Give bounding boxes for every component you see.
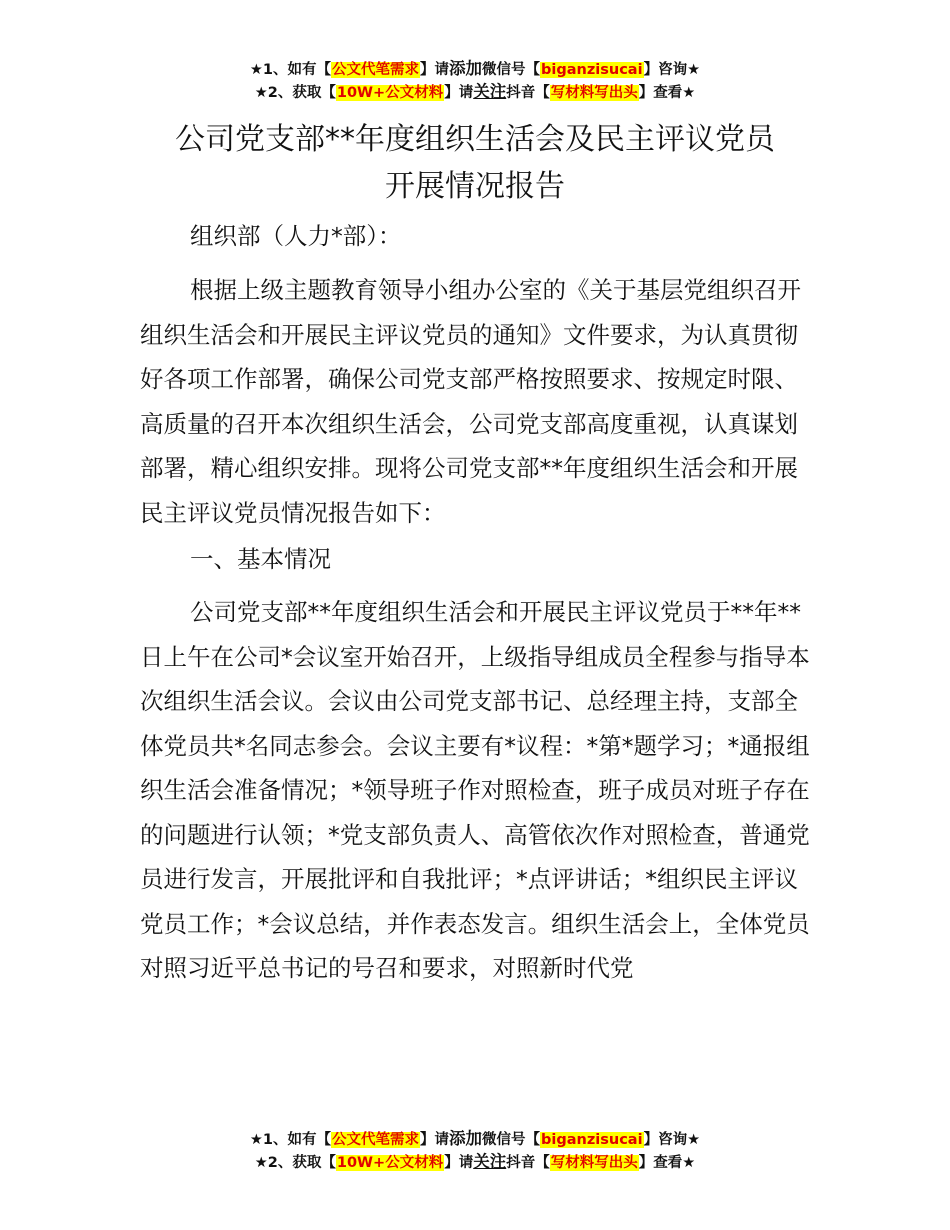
section-heading: 一、基本情况 xyxy=(190,545,331,573)
banner-line1-highlight-service: 公文代笔需求 xyxy=(332,62,420,78)
top-banner xyxy=(0,58,950,104)
section-body-paragraph: 公司党支部**年度组织生活会和开展民主评议党员于**年**日上午在公司*会议室开始召开，上级指导组成员全程参与指导本次组织生活会议。会议由公司党支部书记、总经理主持，支部全体党员共*名同志参会。会议主要有*议程：*第*题学习；*通报组织生活会准备情况；*领导班子作对照检查，班子成员对班子存在的问题进行认领；*党支部负责人、高管依次作对照检查，普通党员进行发言，开展批评和自我批评；*点评讲话；*组织民主评议党员工作；*会议总结，并作表态发言。组织生活会上，全体党员对照习近平总书记的号召和要求，对照新时代党 xyxy=(140,598,810,982)
banner-line2-highlight-douyin: 写材料写出头 xyxy=(550,1155,638,1171)
banner-line2-suffix: 】查看★ xyxy=(638,85,696,101)
addressee: 组织部（人力*部）： xyxy=(190,222,402,250)
banner-line1-emphasis: 添加 xyxy=(449,59,483,78)
banner-line-1 xyxy=(0,58,950,81)
title-line-1: 公司党支部**年度组织生活会及民主评议党员 xyxy=(175,122,775,157)
banner-line1-highlight-service: 公文代笔需求 xyxy=(332,1132,420,1148)
banner-line2-emphasis: 关注 xyxy=(473,82,507,101)
banner-line1-prefix: ★1、如有【 xyxy=(249,62,332,78)
banner-line2-prefix: ★2、获取【 xyxy=(254,1155,336,1171)
banner-line2-emphasis: 关注 xyxy=(473,1152,507,1171)
banner-line-2 xyxy=(0,81,950,104)
banner-line2-mid: 】请 xyxy=(444,1155,474,1171)
banner-line-2 xyxy=(0,1151,950,1174)
banner-line2-mid: 】请 xyxy=(444,85,474,101)
banner-line1-mid2: 微信号【 xyxy=(482,62,541,78)
banner-line1-mid2: 微信号【 xyxy=(482,1132,541,1148)
banner-line1-mid: 】请 xyxy=(420,1132,450,1148)
banner-line2-mid2: 抖音【 xyxy=(506,1155,550,1171)
banner-line2-prefix: ★2、获取【 xyxy=(254,85,336,101)
document-title xyxy=(0,116,950,210)
title-line-2: 开展情况报告 xyxy=(385,169,565,204)
banner-line2-highlight-douyin: 写材料写出头 xyxy=(550,85,638,101)
banner-line1-highlight-wechat: biganzisucai xyxy=(541,62,643,78)
bottom-banner xyxy=(0,1128,950,1174)
banner-line2-highlight-materials: 10W+公文材料 xyxy=(336,1155,444,1171)
banner-line2-suffix: 】查看★ xyxy=(638,1155,696,1171)
banner-line1-prefix: ★1、如有【 xyxy=(249,1132,332,1148)
banner-line1-mid: 】请 xyxy=(420,62,450,78)
banner-line1-suffix: 】咨询★ xyxy=(643,62,701,78)
banner-line-1 xyxy=(0,1128,950,1151)
banner-line1-emphasis: 添加 xyxy=(449,1129,483,1148)
banner-line2-highlight-materials: 10W+公文材料 xyxy=(336,85,444,101)
intro-paragraph: 根据上级主题教育领导小组办公室的《关于基层党组织召开组织生活会和开展民主评议党员的通知》文件要求，为认真贯彻好各项工作部署，确保公司党支部严格按照要求、按规定时限、高质量的召开本次组织生活会，公司党支部高度重视，认真谋划部署，精心组织安排。现将公司党支部**年度组织生活会和开展民主评议党员情况报告如下： xyxy=(140,276,801,527)
banner-line1-highlight-wechat: biganzisucai xyxy=(541,1132,643,1148)
banner-line1-suffix: 】咨询★ xyxy=(643,1132,701,1148)
banner-line2-mid2: 抖音【 xyxy=(506,85,550,101)
